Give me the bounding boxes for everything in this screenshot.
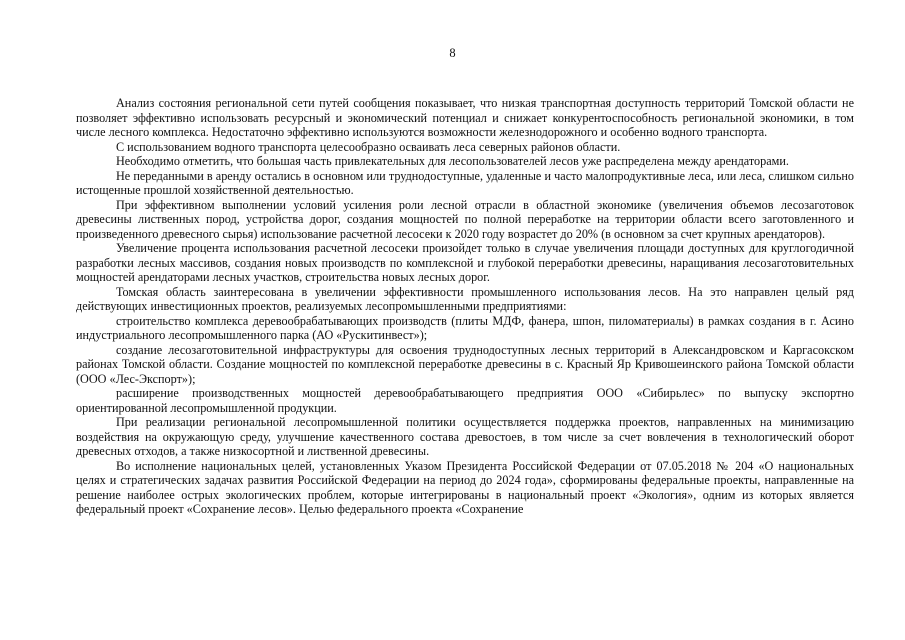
paragraph: Необходимо отметить, что большая часть привлекательных для лесопользователей лесов уже распределена между арендаторами. (116, 154, 789, 168)
list-item: расширение производственных мощностей деревообрабатывающего предприятия ООО «Сибирьлес» по выпуску экспортно ориентированной лесопромышленной продукции. (76, 386, 854, 415)
document-body (76, 96, 854, 517)
page-number: 8 (449, 46, 456, 60)
paragraph: Во исполнение национальных целей, установленных Указом Президента Российской Федерации от 07.05.2018 № 204 «О национальных целях и стратегических задачах развития Российской Федерации на период до 2024 года», сформированы федеральные проекты, направленные на решение наиболее острых экологических проблем, которые интегрированы в национальный проект «Экология», одним из которых является федеральный проект «Сохранение лесов». Целью федерального проекта «Сохранение (76, 458, 854, 516)
paragraph: Томская область заинтересована в увеличении эффективности промышленного использования лесов. На это направлен целый ряд действующих инвестиционных проектов, реализуемых лесопромышленными предприятиями: (76, 284, 854, 313)
paragraph: При эффективном выполнении условий усиления роли лесной отрасли в областной экономике (увеличения объемов лесозаготовок древесины лиственных пород, устройства дорог, создания мощностей по полной переработке на территории области всего заготовленного и произведенного древесного сырья) использование расчетной лесосеки к 2020 году возрастет до 20% (в основном за счет крупных арендаторов). (76, 197, 854, 241)
list-item: строительство комплекса деревообрабатывающих производств (плиты МДФ, фанера, шпон, пиломатериалы) в рамках создания в г. Асино индустриального лесопромышленного парка (АО «Рускитинвест»); (76, 313, 854, 342)
paragraph: Увеличение процента использования расчетной лесосеки произойдет только в случае увеличения площади доступных для круглогодичной разработки лесных массивов, создания новых производств по комплексной и глубокой переработки древесины, наращивания лесозаготовительных мощностей арендаторами лесных участков, строительства новых лесных дорог. (76, 241, 854, 284)
list-item: создание лесозаготовительной инфраструктуры для освоения труднодоступных лесных территорий в Александровском и Каргасокском районах Томской области. Создание мощностей по комплексной переработке древесины в с. Красный Яр Кривошеинского района Томской области (ООО «Лес-Экспорт»); (76, 342, 854, 386)
paragraph: С использованием водного транспорта целесообразно осваивать леса северных районов области. (116, 139, 621, 154)
paragraph: Анализ состояния региональной сети путей сообщения показывает, что низкая транспортная доступность территорий Томской области не позволяет эффективно использовать ресурсный и экономический потенциал и снижает конкурентоспособность региональной экономики, в том числе лесного комплекса. Недостаточно эффективно используются возможности железнодорожного и особенно водного транспорта. (76, 96, 854, 139)
paragraph: Не переданными в аренду остались в основном или труднодоступные, удаленные и часто малопродуктивные леса, или леса, слишком сильно истощенные прошлой хозяйственной деятельностью. (76, 168, 854, 197)
paragraph: При реализации региональной лесопромышленной политики осуществляется поддержка проектов, направленных на минимизацию воздействия на окружающую среду, улучшение качественного состава древостоев, в том числе за счет вовлечения в технологический оборот древесных отходов, а также низкосортной и лиственной древесины. (76, 415, 854, 458)
